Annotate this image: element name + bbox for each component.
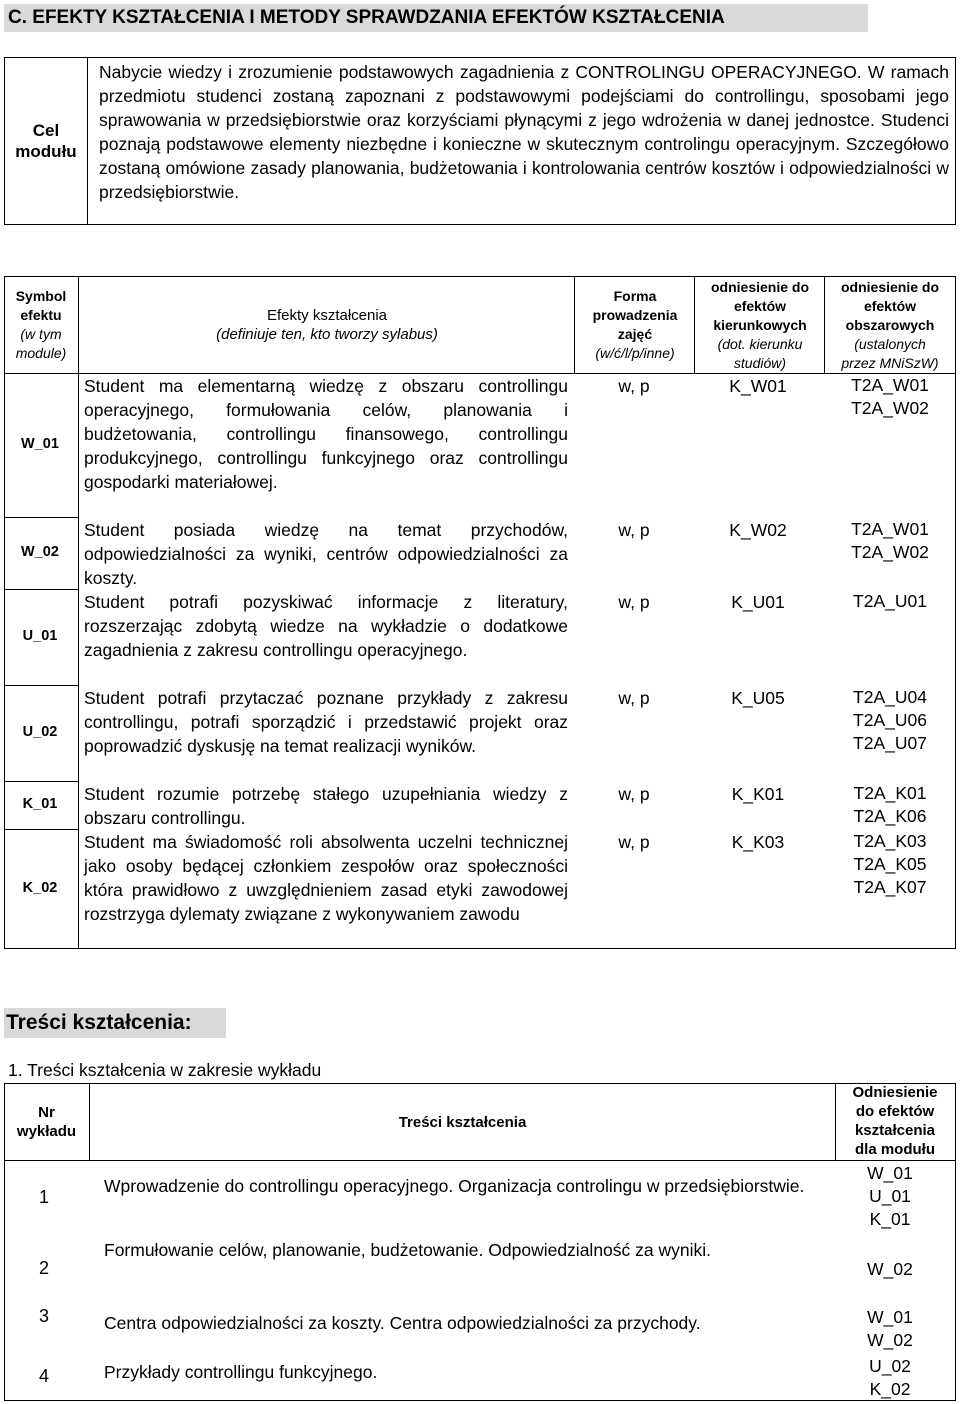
lecture-refs [826, 1355, 954, 1401]
header-efekty [80, 278, 574, 372]
symbol-cell: U_02 [22, 724, 58, 740]
symbol-cell: K_02 [22, 880, 58, 896]
symbol-cell: W_01 [21, 436, 59, 452]
lecture-content: Przykłady controllingu funkcyjnego. [104, 1362, 378, 1382]
obsz-code: T2A_W01 [851, 519, 929, 539]
header-symbol [4, 278, 78, 372]
header-efekty-line1: Efekty kształcenia [266, 307, 388, 324]
kier-cell: K_U05 [731, 688, 785, 708]
header-forma-line2: prowadzenia [592, 307, 678, 323]
tresci-header-odn-line1: Odniesienie [852, 1084, 938, 1101]
header-obsz-line3: obszarowych [845, 316, 935, 333]
obsz-code: T2A_K06 [853, 806, 927, 826]
header-forma-line1: Forma [613, 288, 657, 304]
forma-cell: w, p [618, 520, 650, 540]
header-symbol-line2: efektu [20, 307, 62, 323]
effect-text: Student posiada wiedzę na temat przychodów, odpowiedzialności za wyniki, centrów odpowiedzialności za koszty. [84, 520, 568, 588]
ref-code: W_02 [867, 1330, 913, 1350]
kier-cell: K_K01 [731, 784, 785, 804]
tresci-header-tresci-text: Treści kształcenia [398, 1113, 527, 1131]
kier-cell: K_W02 [729, 520, 787, 540]
lecture-number: 3 [38, 1306, 49, 1326]
header-kier-line2: efektów [733, 297, 787, 314]
obsz-code: T2A_U06 [853, 710, 927, 730]
effect-text: Student ma elementarną wiedzę z obszaru controllingu operacyjnego, formułowania celów, planowania i budżetowania, controllingu finansowego, controllingu produkcyjnego, controllingu funkcyjnego oraz controllingu gospodarki materiałowej. [84, 376, 568, 492]
lecture-refs [826, 1306, 954, 1352]
header-obsz-line1: odniesienie do [840, 278, 939, 295]
header-obsz-line2: efektów [863, 297, 917, 314]
header-kierunkowe [696, 278, 824, 372]
tresci-subheading: 1. Treści kształcenia w zakresie wykładu [8, 1060, 322, 1080]
lecture-content: Formułowanie celów, planowanie, budżetowanie. Odpowiedzialność za wyniki. [104, 1240, 711, 1260]
obsz-code: T2A_K07 [853, 877, 927, 897]
ref-code: U_02 [869, 1356, 911, 1376]
lecture-number: 2 [38, 1258, 49, 1278]
tresci-header-odn-line3: kształcenia [854, 1122, 936, 1139]
lecture-content: Wprowadzenie do controllingu operacyjnego. Organizacja controlingu w przedsiębiorstwie. [104, 1176, 805, 1196]
tresci-header-nr-line2: wykładu [16, 1123, 77, 1140]
symbol-cell: U_01 [22, 628, 58, 644]
kier-cell: K_K03 [731, 832, 785, 852]
obsz-code: T2A_U07 [853, 733, 927, 753]
header-symbol-line1: Symbol [15, 288, 67, 304]
lecture-number: 1 [38, 1187, 49, 1207]
obsz-cell [826, 374, 954, 420]
obsz-code: T2A_K01 [853, 783, 927, 803]
header-symbol-line4: module) [15, 345, 67, 361]
header-obszarowe [826, 278, 954, 372]
tresci-header-odn-line4: dla modułu [855, 1141, 935, 1158]
forma-cell: w, p [618, 592, 650, 612]
header-kier-line5: studiów) [733, 354, 787, 371]
tresci-header-tresci [90, 1086, 835, 1158]
ref-code: W_01 [867, 1307, 913, 1327]
tresci-heading: Treści kształcenia: [4, 1008, 226, 1038]
obsz-code: T2A_U04 [853, 687, 927, 707]
header-obsz-line5: przez MNiSzW) [841, 354, 939, 371]
lecture-content: Centra odpowiedzialności za koszty. Centra odpowiedzialności za przychody. [104, 1313, 701, 1333]
ref-code: K_02 [869, 1379, 911, 1399]
tresci-header-nr [4, 1086, 89, 1158]
ref-code: W_02 [867, 1259, 913, 1279]
ref-code: U_01 [869, 1186, 911, 1206]
header-forma-line4: (w/ć/l/p/inne) [595, 345, 675, 361]
obsz-cell [826, 518, 954, 564]
lecture-refs [826, 1162, 954, 1231]
header-forma [576, 278, 694, 372]
effect-text: Student rozumie potrzebę stałego uzupełniania wiedzy z obszaru controllingu. [84, 784, 568, 828]
obsz-code: T2A_K03 [853, 831, 927, 851]
cel-label-line1: Cel [32, 121, 60, 140]
forma-cell: w, p [618, 832, 650, 852]
section-title: C. EFEKTY KSZTAŁCENIA I METODY SPRAWDZANIA EFEKTÓW KSZTAŁCENIA [4, 4, 868, 32]
header-kier-line3: kierunkowych [713, 316, 807, 333]
obsz-cell [826, 782, 954, 828]
ref-code: W_01 [867, 1163, 913, 1183]
header-efekty-line2: (definiuje ten, kto tworzy sylabus) [216, 326, 438, 343]
tresci-header-odn-line2: do efektów [855, 1103, 935, 1120]
cel-label-line2: modułu [15, 142, 77, 161]
obsz-code: T2A_U01 [853, 591, 927, 611]
symbol-cell: K_01 [22, 796, 58, 812]
header-kier-line1: odniesienie do [710, 278, 809, 295]
tresci-header-nr-line1: Nr [38, 1104, 55, 1121]
obsz-cell [826, 590, 954, 613]
obsz-cell [826, 686, 954, 755]
header-forma-line3: zajęć [617, 326, 653, 342]
lecture-refs [826, 1258, 954, 1281]
tresci-header-odniesienie [836, 1082, 954, 1160]
effect-text: Student ma świadomość roli absolwenta uczelni technicznej jako osoby będącej członkiem zespołów oraz społeczności która prawidłowo z uwzględnieniem zasad etyki zawodowej rozstrzyga dylematy związane z wykonywaniem zawodu [84, 832, 568, 924]
obsz-code: T2A_W02 [851, 542, 929, 562]
ref-code: K_01 [869, 1209, 911, 1229]
header-kier-line4: (dot. kierunku [717, 335, 803, 352]
kier-cell: K_U01 [731, 592, 785, 612]
obsz-cell [826, 830, 954, 899]
effect-text: Student potrafi pozyskiwać informacje z literatury, rozszerzając zdobytą wiedze na wykładzie o dodatkowe zagadnienia z zakresu controllingu operacyjnego. [84, 592, 568, 660]
kier-cell: K_W01 [729, 376, 787, 396]
lecture-number: 4 [38, 1366, 49, 1386]
forma-cell: w, p [618, 376, 650, 396]
cel-modulu-text: Nabycie wiedzy i zrozumienie podstawowych zagadnienia z CONTROLINGU OPERACYJNEGO. W ramach przedmiotu studenci zostaną zapoznani z podstawowymi podejściami do controllingu, sposobami jego sprawowania w przedsiębiorstwie oraz korzyściami płynącymi z jego wdrożenia w danej jednostce. Studenci poznają podstawowe elementy niezbędne i konieczne w skutecznym controlingu operacyjnym. Szczegółowo zostaną omówione zasady planowania, budżetowania i kontrolowania centrów kosztów i odpowiedzialności w przedsiębiorstwie. [99, 62, 949, 202]
forma-cell: w, p [618, 688, 650, 708]
obsz-code: T2A_K05 [853, 854, 927, 874]
obsz-code: T2A_W02 [851, 398, 929, 418]
forma-cell: w, p [618, 784, 650, 804]
header-obsz-line4: (ustalonych [854, 335, 926, 352]
symbol-cell: W_02 [21, 544, 59, 560]
effect-text: Student potrafi przytaczać poznane przykłady z zakresu controllingu, potrafi sporządzić i przedstawić projekt oraz poprowadzić dyskusję na temat realizacji wyników. [84, 688, 568, 756]
obsz-code: T2A_W01 [851, 375, 929, 395]
header-symbol-line3: (w tym [20, 326, 62, 342]
